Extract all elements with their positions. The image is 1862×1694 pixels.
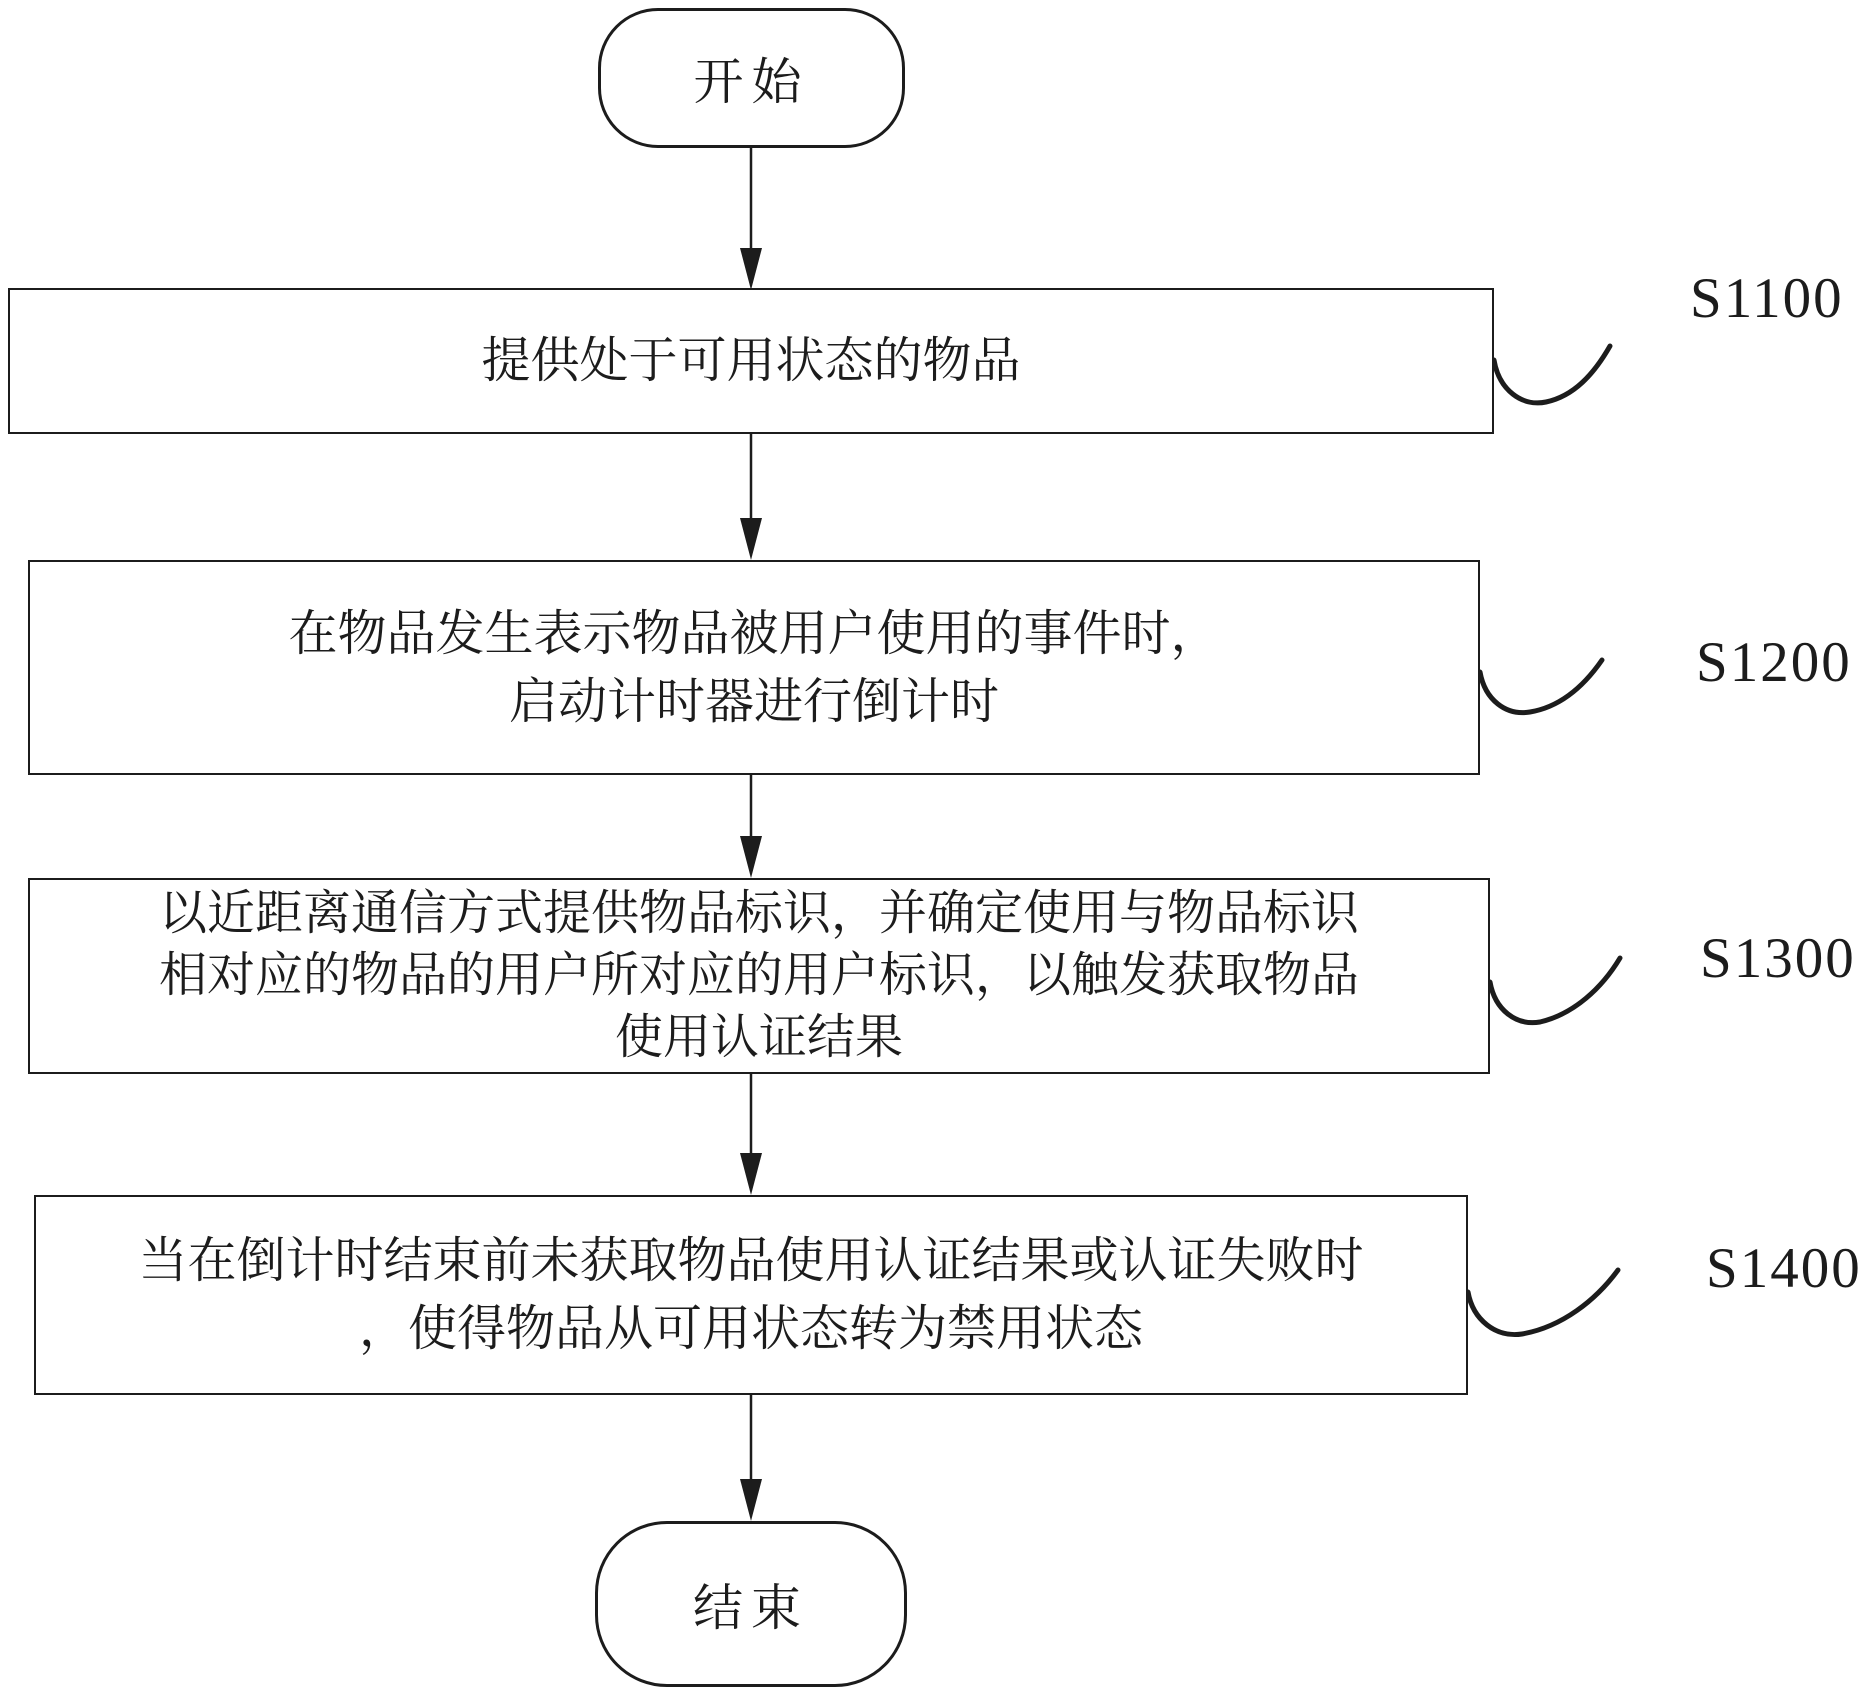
step-box-s1200 <box>28 560 1480 775</box>
step-box-s1300 <box>28 878 1490 1074</box>
step-text-line: ，使得物品从可用状态转为禁用状态 <box>358 1301 1143 1356</box>
step-box-s1100 <box>8 288 1494 434</box>
ref-squiggle-s1100 <box>1494 346 1610 403</box>
step-ref-label-s1100: S1100 <box>1690 267 1844 330</box>
step-ref-label-s1300: S1300 <box>1700 927 1856 990</box>
step-text-line: 相对应的物品的用户所对应的用户标识，以触发获取物品 <box>158 949 1359 1002</box>
arrow-step3-to-step4 <box>740 1074 762 1195</box>
ref-squiggle-s1200 <box>1480 660 1602 713</box>
arrow-step1-to-step2 <box>740 434 762 560</box>
ref-squiggle-s1400 <box>1468 1270 1618 1335</box>
step-ref-label-s1400: S1400 <box>1706 1237 1862 1300</box>
step-text-line: 使用认证结果 <box>614 1011 903 1064</box>
end-label: 结束 <box>693 1580 809 1636</box>
step-ref-label-s1200: S1200 <box>1696 631 1852 694</box>
end-node <box>595 1521 907 1687</box>
start-node <box>598 8 905 148</box>
step-text-line: 当在倒计时结束前未获取物品使用认证结果或认证失败时 <box>138 1233 1364 1288</box>
step-text-line: 以近距离通信方式提供物品标识，并确定使用与物品标识 <box>158 887 1359 940</box>
arrow-step2-to-step3 <box>740 775 762 878</box>
arrow-start-to-step1 <box>740 148 762 290</box>
step-box-s1400 <box>34 1195 1468 1395</box>
step-text-line: 提供处于可用状态的物品 <box>481 333 1021 388</box>
ref-squiggle-s1300 <box>1490 958 1620 1023</box>
start-label: 开始 <box>693 54 810 110</box>
step-text-line: 在物品发生表示物品被用户使用的事件时， <box>288 605 1220 661</box>
arrow-step4-to-end <box>740 1395 762 1521</box>
step-text-line: 启动计时器进行倒计时 <box>508 673 999 729</box>
